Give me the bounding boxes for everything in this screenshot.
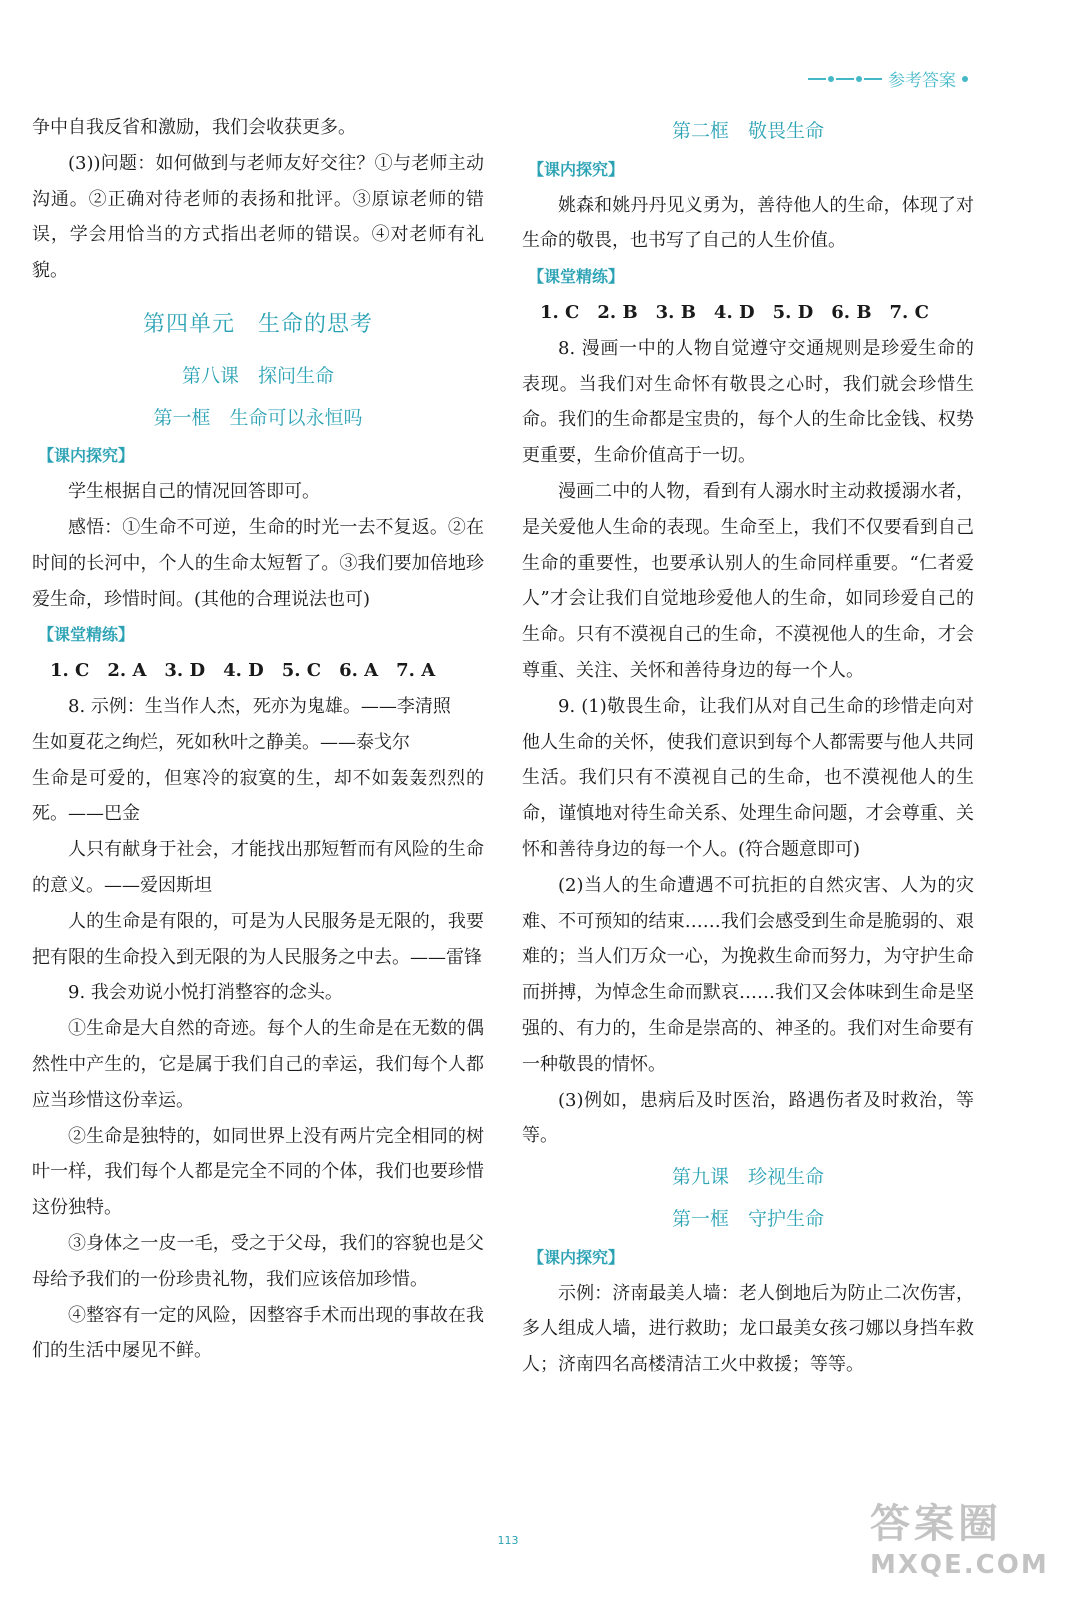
paragraph: 漫画二中的人物，看到有人溺水时主动救援溺水者，是关爱他人生命的表现。生命至上，我们不仅要看到自己生命的重要性，也要承认别人的生命同样重要。“仁者爱人”才会让我们自觉地珍爱他人的生命，如同珍爱自己的生命。只有不漠视自己的生命，不漠视他人的生命，才会尊重、关注、关怀和善待身边的每一个人。: [522, 480, 974, 681]
paragraph: ④整容有一定的风险，因整容手术而出现的事故在我们的生活中屡见不鲜。: [32, 1304, 484, 1362]
paragraph: 姚森和姚丹丹见义勇为，善待他人的生命，体现了对生命的敬畏，也书写了自己的人生价值。: [522, 194, 974, 252]
watermark-logo: [870, 1500, 1060, 1596]
watermark-text: 答案圈: [870, 1501, 1002, 1547]
section-title: 第一框 生命可以永恒吗: [153, 406, 363, 429]
paragraph: 9. (1)敬畏生命，让我们从对自己生命的珍惜走向对他人生命的关怀，使我们意识到每个人都需要与他人共同生活。我们只有不漠视自己的生命，也不漠视他人的生命，谨慎地对待生命关系、处理生命问题，才会尊重、关怀和善待身边的每一个人。(符合题意即可): [522, 695, 974, 860]
header-dot: [962, 76, 968, 82]
answer-key: 1. C 2. B 3. B 4. D 5. D 6. B 7. C: [540, 301, 929, 323]
right-column: [522, 110, 974, 1383]
answer-key: 1. C 2. A 3. D 4. D 5. C 6. A 7. A: [50, 660, 436, 682]
watermark-url: MXQE.COM: [870, 1550, 1049, 1580]
tag-explore: 【课内探究】: [38, 446, 135, 466]
tag-practice: 【课堂精练】: [38, 625, 135, 645]
paragraph: 人的生命是有限的，可是为人民服务是无限的，我要把有限的生命投入到无限的为人民服务之中去。——雷锋: [32, 910, 484, 968]
paragraph: ②生命是独特的，如同世界上没有两片完全相同的树叶一样，我们每个人都是完全不同的个体，我们也要珍惜这份独特。: [32, 1125, 484, 1219]
page-header: [808, 66, 968, 91]
paragraph: (2)当人的生命遭遇不可抗拒的自然灾害、人为的灾难、不可预知的结束……我们会感受到生命是脆弱的、艰难的；当人们万众一心，为挽救生命而努力，为守护生命而拼搏，为悼念生命而默哀……我们又会体味到生命是坚强的、有力的，生命是崇高的、神圣的。我们对生命要有一种敬畏的情怀。: [522, 874, 974, 1075]
lesson-title: 第八课 探问生命: [181, 364, 334, 387]
paragraph: 生如夏花之绚烂，死如秋叶之静美。——泰戈尔: [32, 731, 410, 753]
paragraph: 8. 漫画一中的人物自觉遵守交通规则是珍爱生命的表现。当我们对生命怀有敬畏之心时，我们就会珍惜生命。我们的生命都是宝贵的，每个人的生命比金钱、权势更重要，生命价值高于一切。: [522, 337, 974, 467]
paragraph: 人只有献身于社会，才能找出那短暂而有风险的生命的意义。——爱因斯坦: [32, 839, 484, 896]
paragraph: ①生命是大自然的奇迹。每个人的生命是在无数的偶然性中产生的，它是属于我们自己的幸运，我们每个人都应当珍惜这份幸运。: [32, 1018, 484, 1111]
paragraph: 争中自我反省和激励，我们会收获更多。: [32, 117, 356, 138]
lesson-title: 第九课 珍视生命: [671, 1166, 824, 1189]
tag-explore: 【课内探究】: [528, 159, 625, 179]
paragraph: (3)例如，患病后及时医治，路遇伤者及时救治，等等。: [522, 1089, 974, 1147]
paragraph: 9. 我会劝说小悦打消整容的念头。: [68, 982, 343, 1004]
section-title: 第二框 敬畏生命: [671, 120, 824, 142]
section-title: 第一框 守护生命: [671, 1207, 824, 1230]
paragraph: 学生根据自己的情况回答即可。: [68, 481, 320, 503]
tag-practice: 【课堂精练】: [528, 267, 625, 287]
paragraph: 感悟：①生命不可逆，生命的时光一去不复返。②在时间的长河中，个人的生命太短暂了。③我们要加倍地珍爱生命，珍惜时间。(其他的合理说法也可): [32, 516, 484, 610]
paragraph: ③身体之一皮一毛，受之于父母，我们的容貌也是父母给予我们的一份珍贵礼物，我们应该倍加珍惜。: [32, 1232, 484, 1290]
paragraph: (3))问题：如何做到与老师友好交往？①与老师主动沟通。②正确对待老师的表扬和批评。③原谅老师的错误，学会用恰当的方式指出老师的错误。④对老师有礼貌。: [32, 152, 484, 282]
unit-title: 第四单元 生命的思考: [142, 311, 373, 337]
paragraph: 8. 示例：生当作人杰，死亦为鬼雄。——李清照: [68, 695, 451, 717]
left-column: [32, 110, 484, 1369]
page-number: 113: [497, 1534, 519, 1547]
header-decoration: [808, 76, 882, 82]
paragraph: 生命是可爱的，但寒冷的寂寞的生，却不如轰轰烈烈的死。——巴金: [32, 767, 484, 825]
tag-explore: 【课内探究】: [528, 1247, 625, 1267]
header-title: 参考答案: [888, 71, 956, 91]
paragraph: 示例：济南最美人墙：老人倒地后为防止二次伤害，多人组成人墙，进行救助；龙口最美女孩刁娜以身挡车救人；济南四名高楼清洁工火中救援；等等。: [522, 1282, 974, 1376]
